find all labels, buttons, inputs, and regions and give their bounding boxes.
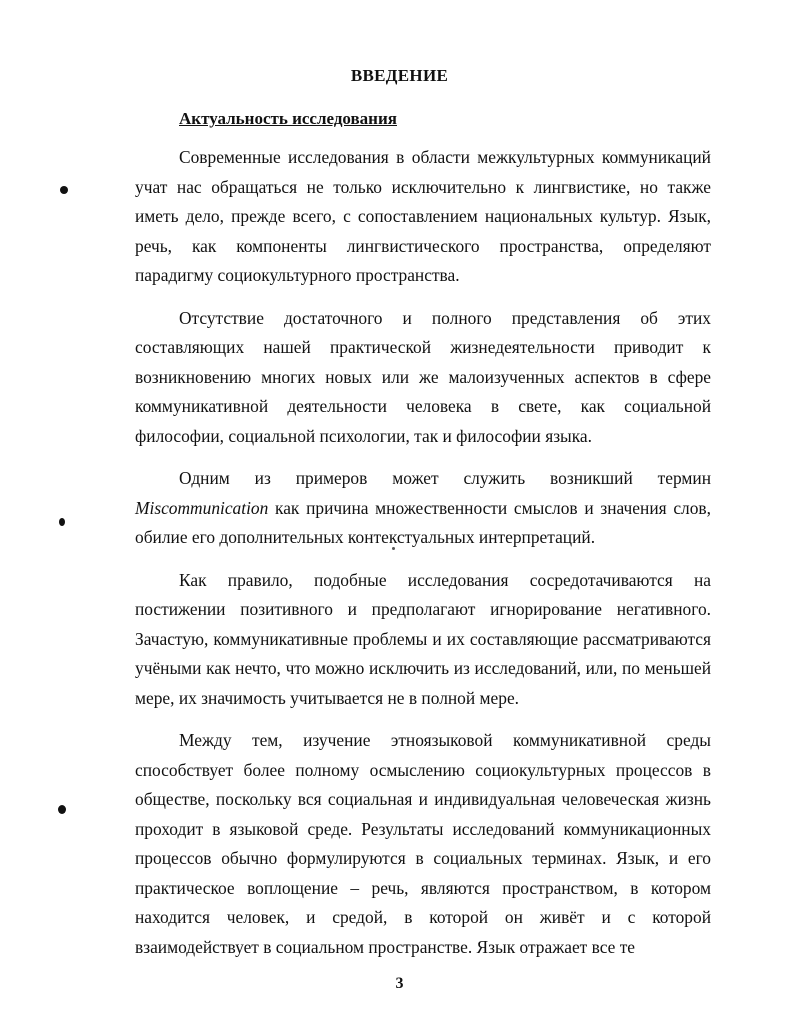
paragraph-3-end: как причина множественности смыслов и значения слов, обилие его дополнительных контекстуальных интерпретаций. — [135, 497, 711, 547]
scan-dust — [392, 547, 395, 550]
page-heading: ВВЕДЕНИЕ — [350, 66, 449, 85]
paragraph-3-start: Одним из примеров может служить возникший термин — [179, 468, 711, 488]
term-miscommunication: Miscommunication — [135, 497, 269, 518]
paragraph-1: Современные исследования в области межкультурных коммуникаций учат нас обращаться не только исключительно к лингвистике, но также иметь дело, прежде всего, с сопоставлением национальных культур. Язык, речь, как компоненты лингвистического пространства, определяют парадигму социокультурного пространства. — [135, 147, 711, 285]
paragraph-5: Между тем, изучение этноязыковой коммуникативной среды способствует более полному осмыслению социокультурных процессов в обществе, поскольку вся социальная и индивидуальная человеческая жизнь проходит в языковой среде. Результаты исследований коммуникационных процессов обычно формулируются в социальных терминах. Язык, и его практическое воплощение – речь, являются пространством, в котором находится человек, и средой, в которой он живёт и с которой взаимодействует в социальном пространстве. Язык отражает все те — [135, 730, 711, 957]
paragraph-2: Отсутствие достаточного и полного представления об этих составляющих нашей практической жизнедеятельности приводит к возникновению многих новых или же малоизученных аспектов в сфере коммуникативной деятельности человека в свете, как социальной философии, социальной психологии, так и философии языка. — [135, 307, 711, 446]
page-number: 3 — [395, 975, 404, 992]
paragraph-3 — [135, 464, 711, 553]
scan-mark-1 — [60, 186, 68, 194]
scan-mark-3 — [58, 805, 66, 814]
scan-mark-2 — [59, 518, 65, 526]
section-title: Актуальность исследования — [179, 109, 397, 128]
body-text — [135, 143, 711, 975]
paragraph-4: Как правило, подобные исследования сосредотачиваются на постижении позитивного и предполагают игнорирование негативного. Зачастую, коммуникативные проблемы и их составляющие рассматриваются учёными как нечто, что можно исключить из исследований, или, по меньшей мере, их значимость учитывается не в полной мере. — [135, 569, 711, 708]
